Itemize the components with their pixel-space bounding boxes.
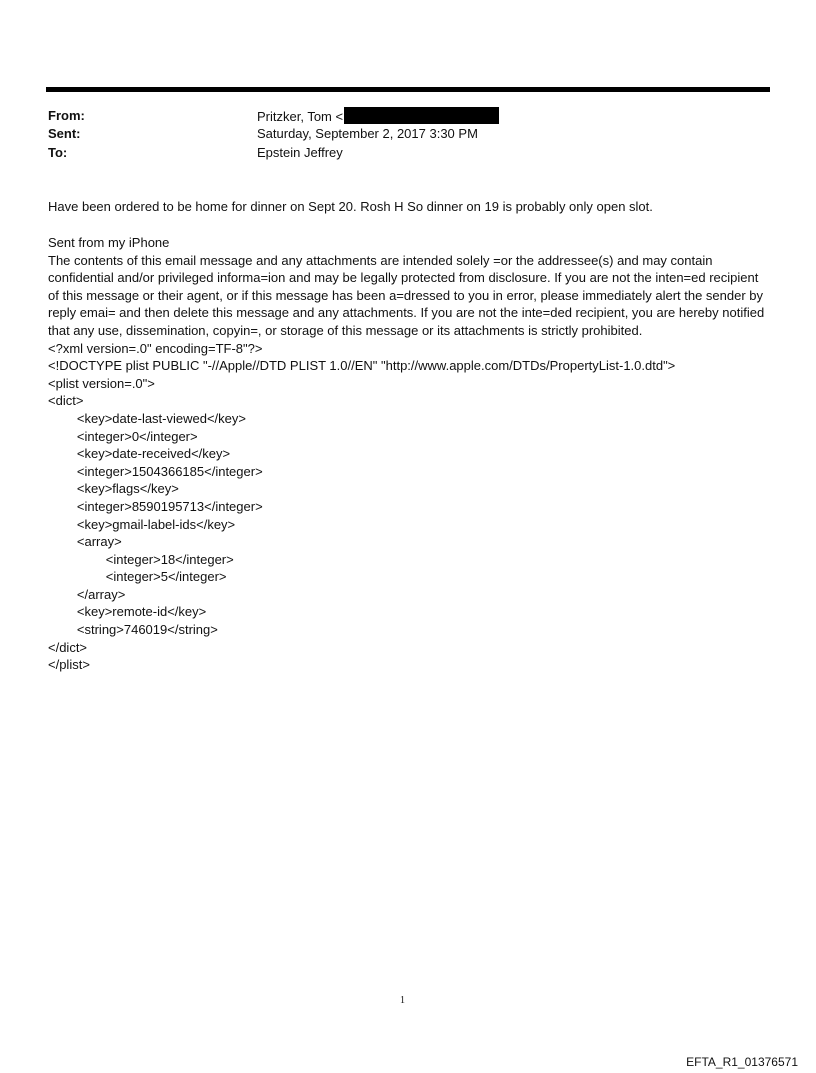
redaction-block [344,107,499,124]
page-number: 1 [400,995,405,1006]
from-label: From: [48,108,85,123]
plist-line: <!DOCTYPE plist PUBLIC "-//Apple//DTD PLIST 1.0//EN" "http://www.apple.com/DTDs/PropertyList-1.0.dtd"> [48,358,676,374]
plist-line: </plist> [48,657,90,673]
plist-line: <integer>8590195713</integer> [48,498,263,514]
message-body [48,198,768,216]
plist-line: <key>date-received</key> [48,446,231,462]
plist-line: <key>flags</key> [48,481,179,497]
sent-value: Saturday, September 2, 2017 3:30 PM [257,126,478,141]
to-label: To: [48,145,68,160]
sent-label: Sent: [48,126,81,141]
to-value: Epstein Jeffrey [257,145,343,160]
plist-line: <integer>1504366185</integer> [48,463,263,479]
from-name: Pritzker, Tom < [257,109,344,124]
plist-line: <plist version=.0"> [48,375,155,391]
signature: Sent from my iPhone [48,235,170,250]
plist-line: <integer>18</integer> [48,551,234,567]
plist-line: <array> [48,534,122,550]
plist-line: <key>gmail-label-ids</key> [48,516,236,532]
message-line: Have been ordered to be home for dinner on Sept 20. Rosh H So dinner on 19 is probably only open slot. [48,199,653,214]
plist-line: <integer>5</integer> [48,569,227,585]
from-value [257,107,499,126]
plist-line: <dict> [48,393,84,409]
plist-line: <key>date-last-viewed</key> [48,410,246,426]
message-footer [48,234,768,674]
plist-line: <string>746019</string> [48,622,218,638]
plist-block [48,340,768,674]
disclaimer: The contents of this email message and any attachments are intended solely =or the addressee(s) and may contain confidential and/or privileged informa=ion and may be legally protected from disclosure. If you are not the inten=ed recipient of this message or their agent, or if this message has been a=dressed to you in error, please immediately alert the sender by reply emai= and then delete this message and any attachments. If you are not the inte=ded recipient, you are hereby notified that any use, dissemination, copyin=, or storage of this message or its attachments is strictly prohibited. [48,252,765,338]
plist-line: </dict> [48,639,88,655]
plist-line: <key>remote-id</key> [48,604,207,620]
plist-line: <integer>0</integer> [48,428,198,444]
header-rule [46,87,770,92]
bates-stamp: EFTA_R1_01376571 [686,1055,798,1069]
plist-line: </array> [48,586,126,602]
plist-line: <?xml version=.0" encoding=TF-8"?> [48,340,263,356]
